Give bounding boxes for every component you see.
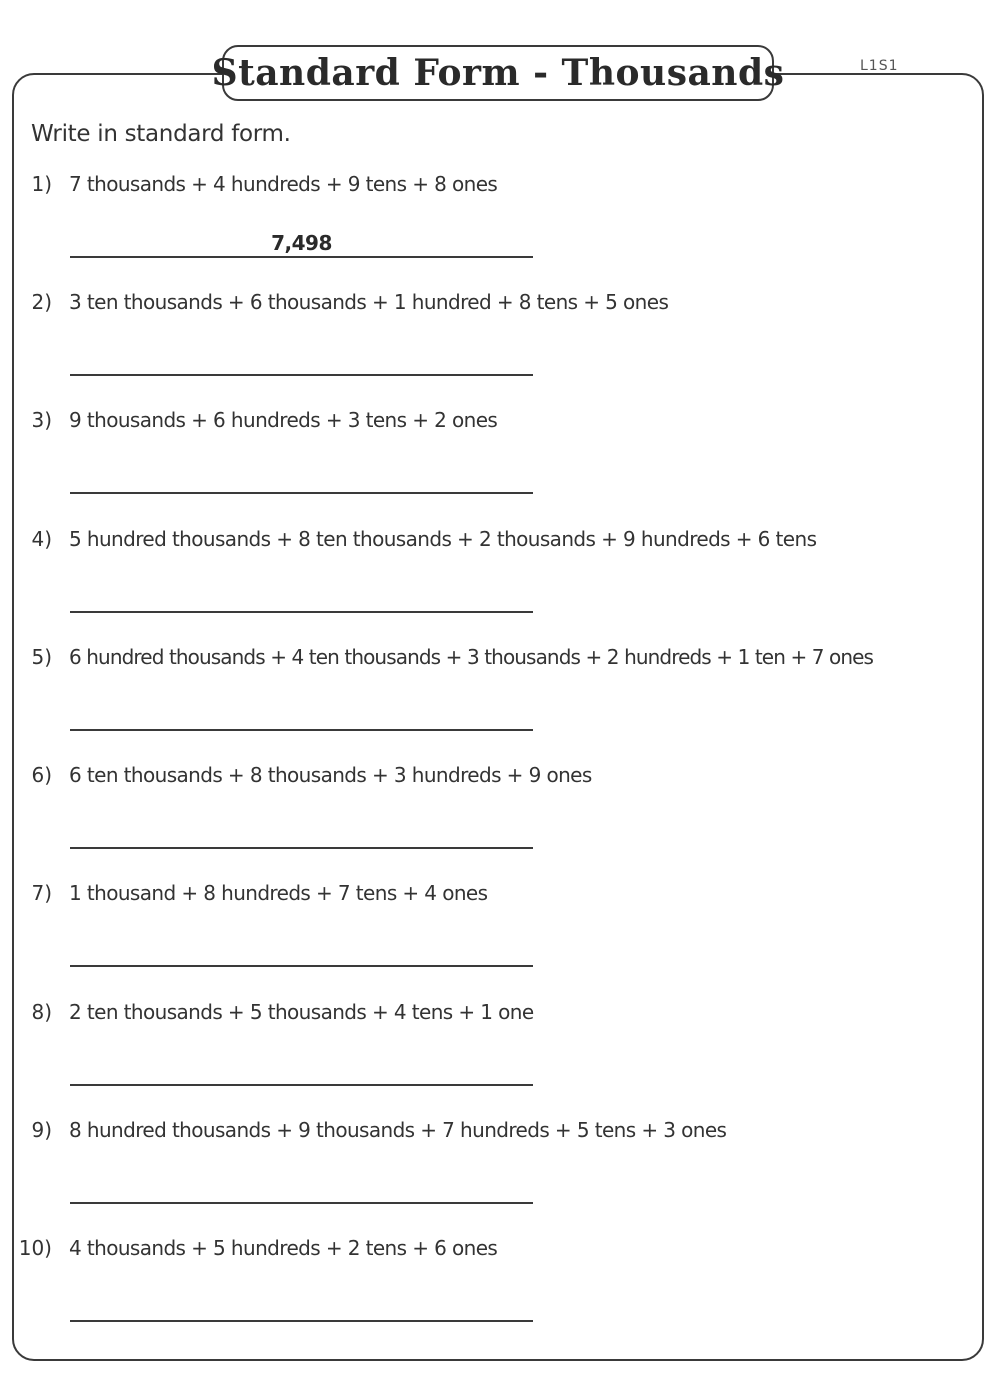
answer-line [70,1084,533,1086]
answer-line [70,492,533,494]
question-item [0,645,1000,755]
question-text: 6 ten thousands + 8 thousands + 3 hundreds + 9 ones [69,763,592,787]
question-text: 2 ten thousands + 5 thousands + 4 tens + 1 one [69,1000,534,1024]
question-number: 3) [31,408,52,432]
question-text: 1 thousand + 8 hundreds + 7 tens + 4 ones [69,881,488,905]
question-item [0,1000,1000,1110]
question-number: 4) [31,527,52,551]
answer-line [70,847,533,849]
question-text: 6 hundred thousands + 4 ten thousands + 3 thousands + 2 hundreds + 1 ten + 7 ones [69,645,874,669]
question-text: 7 thousands + 4 hundreds + 9 tens + 8 ones [69,172,498,196]
question-number: 6) [31,763,52,787]
question-item [0,881,1000,991]
question-item [0,1118,1000,1228]
question-item [0,290,1000,400]
question-text: 8 hundred thousands + 9 thousands + 7 hundreds + 5 tens + 3 ones [69,1118,727,1142]
question-text: 4 thousands + 5 hundreds + 2 tens + 6 ones [69,1236,498,1260]
question-number: 10) [18,1236,52,1260]
answer-line [70,256,533,258]
answer-line [70,1202,533,1204]
question-text: 9 thousands + 6 hundreds + 3 tens + 2 ones [69,408,498,432]
question-item [0,1236,1000,1346]
question-number: 8) [31,1000,52,1024]
question-number: 1) [31,172,52,196]
answer-line [70,965,533,967]
worksheet-title: Standard Form - Thousands [222,45,774,101]
answer-line [70,374,533,376]
question-item [0,763,1000,873]
question-item [0,408,1000,518]
instructions: Write in standard form. [31,121,291,147]
question-number: 9) [31,1118,52,1142]
question-item [0,527,1000,637]
question-item [0,172,1000,282]
answer-line [70,729,533,731]
question-number: 7) [31,881,52,905]
question-number: 5) [31,645,52,669]
answer-line [70,1320,533,1322]
question-text: 5 hundred thousands + 8 ten thousands + 2 thousands + 9 hundreds + 6 tens [69,527,817,551]
answer-line [70,611,533,613]
question-text: 3 ten thousands + 6 thousands + 1 hundred + 8 tens + 5 ones [69,290,669,314]
worksheet-code: L1S1 [860,58,899,74]
answer-field[interactable]: 7,498 [271,231,332,255]
question-number: 2) [31,290,52,314]
